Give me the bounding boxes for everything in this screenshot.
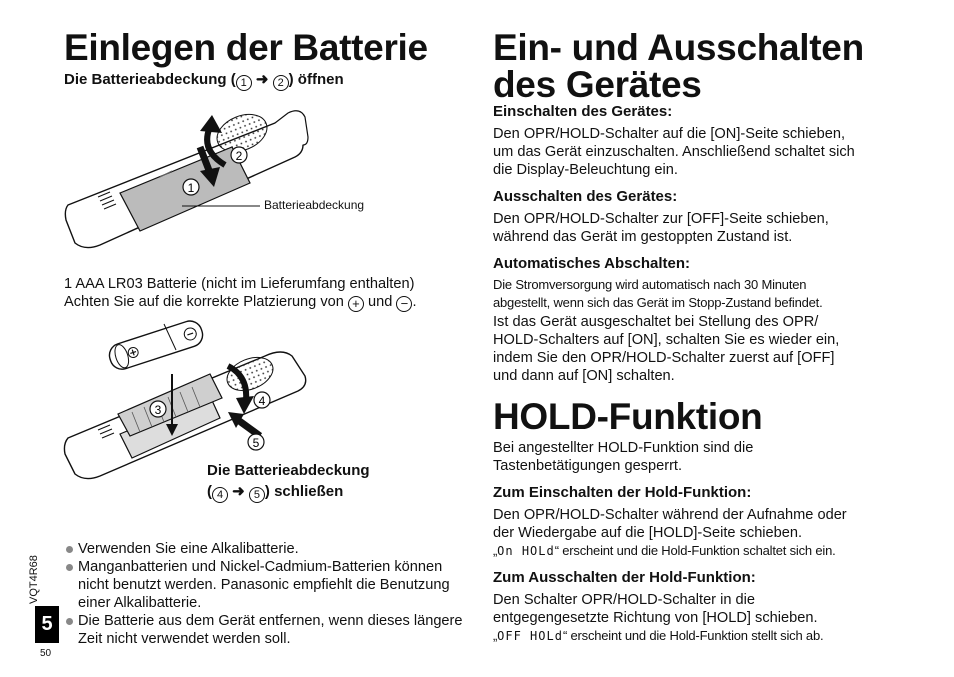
quote-open: „ (493, 628, 498, 643)
text-line: Bei angestellter HOLD-Funktion sind die (493, 440, 754, 456)
section-title-battery: Einlegen der Batterie (64, 27, 428, 68)
quote-open: „ (493, 543, 498, 558)
polarity-prefix: Achten Sie auf die korrekte Platzierung von (64, 294, 344, 310)
power-on-heading: Einschalten des Gerätes: (493, 103, 673, 120)
section-title-power (493, 29, 864, 103)
text-line: um das Gerät einzuschalten. Anschließend schaltet sich (493, 144, 855, 160)
text-line: Den OPR/HOLD-Schalter zur [OFF]-Seite schieben, (493, 211, 829, 227)
text-line: die Display-Beleuchtung ein. (493, 162, 678, 178)
text-line: Ist das Gerät ausgeschaltet bei Stellung des OPR/ (493, 314, 819, 330)
text-line: abgestellt, wenn sich das Gerät im Stopp-Zustand befindet. (493, 295, 823, 310)
polarity-text (64, 293, 417, 312)
arrow-icon: ➜ (255, 71, 269, 88)
hold-on-text (493, 506, 847, 542)
text-line: Den OPR/HOLD-Schalter auf die [ON]-Seite schieben, (493, 126, 846, 142)
power-on-text (493, 125, 855, 179)
hold-off-heading: Zum Ausschalten der Hold-Funktion: (493, 569, 756, 586)
step-2-marker: 2 (273, 75, 289, 91)
lcd-display-off-hold: OFF HOLd (497, 629, 563, 643)
section-title-hold: HOLD-Funktion (493, 396, 763, 437)
cover-callout-label: Batterieabdeckung (264, 198, 365, 212)
auto-off-note (493, 276, 822, 312)
open-cover-illustration (60, 95, 390, 265)
step-1-marker: 1 (236, 75, 252, 91)
list-item: Die Batterie aus dem Gerät entfernen, wenn dieses längere Zeit nicht verwendet werden soll. (64, 612, 464, 648)
minus-symbol-icon: − (396, 296, 412, 312)
close-sub-suffix: ) schließen (264, 483, 344, 500)
step-5-marker: 5 (249, 487, 265, 503)
hold-on-heading: Zum Einschalten der Hold-Funktion: (493, 484, 752, 501)
battery-type-text: 1 AAA LR03 Batterie (nicht im Lieferumfang enthalten) (64, 276, 415, 292)
close-cover-caption-line2 (207, 483, 343, 503)
hold-on-display-note (493, 542, 836, 560)
page-number: 50 (40, 648, 52, 659)
auto-off-heading: Automatisches Abschalten: (493, 255, 690, 272)
battery-notes-list (64, 540, 464, 648)
power-title-line1: Ein- und Ausschalten (493, 27, 864, 68)
hold-off-note-rest: “ erscheint und die Hold-Funktion stellt sich ab. (562, 628, 824, 643)
fig2-step5-text: 5 (252, 436, 260, 450)
hold-intro-text (493, 439, 753, 475)
fig2-step4-text: 4 (258, 394, 266, 408)
text-line: HOLD-Schalters auf [ON], schalten Sie es wieder ein, (493, 332, 840, 348)
text-line: Die Stromversorgung wird automatisch nach 30 Minuten (493, 277, 807, 292)
close-sub-prefix: ( (207, 483, 212, 500)
text-line: indem Sie den OPR/HOLD-Schalter zuerst auf [OFF] (493, 350, 835, 366)
close-cover-caption-line1: Die Batterieabdeckung (207, 462, 370, 479)
open-sub-prefix: Die Batterieabdeckung ( (64, 71, 236, 88)
insert-battery-illustration (60, 316, 320, 486)
plus-symbol-icon: + (348, 296, 364, 312)
fig1-step2-text: 2 (235, 149, 243, 163)
power-off-text (493, 210, 829, 246)
hold-off-text (493, 591, 818, 627)
text-line: Den OPR/HOLD-Schalter während der Aufnahme oder (493, 507, 847, 523)
open-sub-suffix: ) öffnen (288, 71, 344, 88)
hold-on-note-rest: “ erscheint und die Hold-Funktion schaltet sich ein. (554, 543, 836, 558)
fig1-step1-text: 1 (187, 181, 195, 195)
section-number-badge: 5 (35, 606, 59, 643)
arrow-icon: ➜ (232, 483, 245, 500)
text-line: der Wiedergabe auf die [HOLD]-Seite schieben. (493, 525, 803, 541)
fig2-step3-text: 3 (154, 403, 162, 417)
polarity-and: und (368, 294, 393, 310)
power-title-line2: des Gerätes (493, 64, 702, 105)
list-item: Verwenden Sie eine Alkalibatterie. (64, 540, 464, 558)
text-line: während das Gerät im gestoppten Zustand ist. (493, 229, 793, 245)
list-item: Manganbatterien und Nickel-Cadmium-Batterien können nicht benutzt werden. Panasonic empfiehlt die Benutzung einer Alkalibatterie. (64, 558, 464, 612)
text-line: Den Schalter OPR/HOLD-Schalter in die (493, 592, 755, 608)
lcd-display-on-hold: On HOLd (497, 544, 555, 558)
hold-off-display-note (493, 627, 823, 645)
text-line: Tastenbetätigungen gesperrt. (493, 458, 683, 474)
polarity-suffix: . (412, 294, 417, 310)
text-line: und dann auf [ON] schalten. (493, 368, 675, 384)
step-4-marker: 4 (212, 487, 228, 503)
document-code: VQT4R68 (28, 555, 40, 604)
power-off-heading: Ausschalten des Gerätes: (493, 188, 678, 205)
open-cover-subheading (64, 71, 344, 91)
auto-off-text (493, 313, 839, 385)
text-line: entgegengesetzte Richtung von [HOLD] schieben. (493, 610, 818, 626)
